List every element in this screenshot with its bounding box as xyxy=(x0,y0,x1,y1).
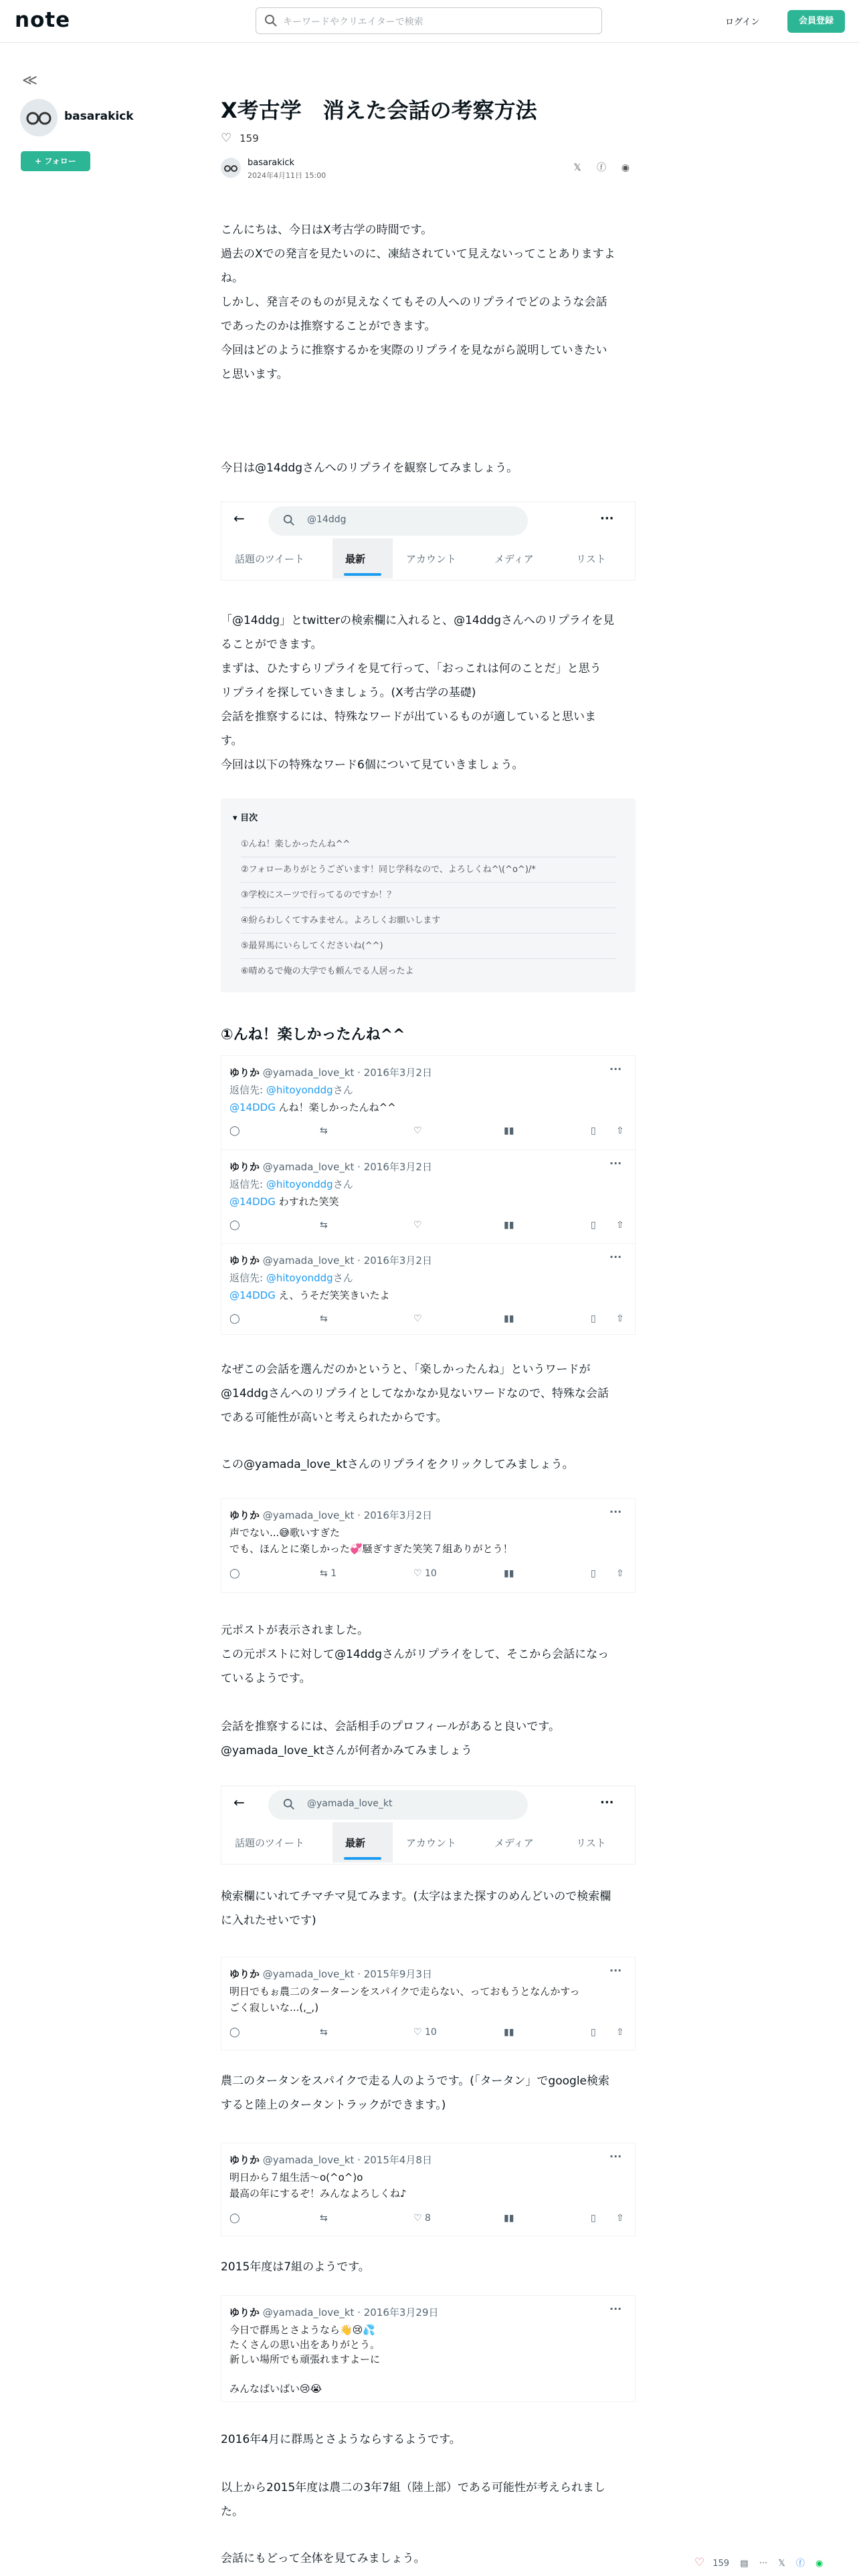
paragraph-why: なぜこの会話を選んだのかというと、「楽しかったんね」というワードが @14ddgさんへのリプライとしてなかなか見ないワードなので、特殊な会話 である可能性が高いと考えられたからです。 xyxy=(221,1363,609,1424)
paragraph-intro: こんにちは、今日はX考古学の時間です。 過去のXでの発言を見たいのに、凍結されていて見えないってことありますよ ね。 しかし、発言そのものが見えなくてもその人へのリプライでどのような会話 であったのかは推察することができます。 今回はどのように推察するかを実際のリプライを見ながら説明していきたい と思います。 xyxy=(221,223,615,381)
reply-icon: ◯ xyxy=(229,1568,240,1579)
tweet: ゆりか @yamada_love_kt · 2016年3月2日 ··· 返信先: @hitoyonddgさん @14DDG わすれた笑笑 ◯ ⇆ ♡ ▮▮ ▯ ⇧ xyxy=(221,1150,636,1243)
more-icon: ··· xyxy=(609,2150,622,2163)
back-arrow-icon: ← xyxy=(233,510,245,526)
tweet-actions xyxy=(229,2213,628,2226)
retweet-icon: ⇆ 1 xyxy=(320,1568,337,1579)
more-icon: ··· xyxy=(609,1157,622,1170)
paragraph-goodbye: 2016年4月に群馬とさようならするようです。 xyxy=(221,2433,461,2446)
reply-icon: ◯ xyxy=(229,2027,240,2038)
reply-icon: ◯ xyxy=(229,1125,240,1136)
bookmark-icon: ▯ xyxy=(591,1125,596,1136)
tweet-actions xyxy=(229,1568,628,1582)
follow-button[interactable]: + フォロー xyxy=(21,151,90,171)
more-icon: ··· xyxy=(609,1063,622,1075)
views-icon: ▮▮ xyxy=(504,2027,514,2038)
share-icon: ⇧ xyxy=(616,1220,624,1230)
reply-icon: ◯ xyxy=(229,1220,240,1230)
line-share-icon[interactable]: ◉ xyxy=(815,2559,824,2569)
section-heading-1: ①んね！楽しかったんね^^ xyxy=(221,1027,405,1043)
share-icon: ⇧ xyxy=(616,2213,624,2224)
tab-bar xyxy=(221,538,636,578)
tab-underline xyxy=(344,1857,381,1860)
magazine-icon[interactable]: ▤ xyxy=(740,2559,749,2569)
like-icon: ♡ xyxy=(413,1125,422,1136)
more-icon: ··· xyxy=(609,1251,622,1263)
paragraph-class: 2015年度は7組のようです。 xyxy=(221,2260,370,2274)
profile-name[interactable]: basarakick xyxy=(64,110,134,123)
tweet-actions xyxy=(229,2027,628,2040)
search-query: @14ddg xyxy=(307,514,347,525)
tweet-screenshot xyxy=(221,2295,636,2402)
toc-item[interactable]: ④紛らわしくてすみません。よろしくお願いします xyxy=(241,908,615,934)
toc-item[interactable]: ⑤最昇馬にいらしてくださいね(^^) xyxy=(241,934,615,959)
post-date: 2024年4月11日 15:00 xyxy=(248,171,326,180)
retweet-icon: ⇆ xyxy=(320,1220,328,1230)
paragraph-tartan: 農二のタータンをスパイクで走る人のようです。(「タータン」でgoogle検索 すると陸上のタータントラックができます。) xyxy=(221,2074,609,2112)
tweet: ゆりか @yamada_love_kt · 2016年3月2日 ··· 返信先: @hitoyonddgさん @14DDG え、うそだ笑笑きいたよ ◯ ⇆ ♡ ▮▮ ▯ ⇧ xyxy=(221,1243,636,1335)
login-link[interactable]: ログイン xyxy=(725,17,760,27)
bookmark-icon: ▯ xyxy=(591,2213,596,2224)
tab-bar xyxy=(221,1822,636,1862)
bookmark-icon: ▯ xyxy=(591,1568,596,1579)
tab-latest: 最新 xyxy=(345,553,366,565)
tweet-screenshot xyxy=(221,2143,636,2236)
paragraph-back: 会話にもどって全体を見てみましょう。 xyxy=(221,2552,425,2565)
tweet-screenshot xyxy=(221,1957,636,2050)
reply-icon: ◯ xyxy=(229,1313,240,1324)
table-of-contents xyxy=(221,798,636,992)
twitter-search-box xyxy=(268,506,528,536)
tab-lists: リスト xyxy=(576,553,606,565)
search-query: @yamada_love_kt xyxy=(307,1798,393,1809)
avatar[interactable] xyxy=(20,99,58,136)
bookmark-icon: ▯ xyxy=(591,2027,596,2038)
paragraph-original-post: 元ポストが表示されました。 この元ポストに対して@14ddgさんがリプライをして、そこから会話になっ ているようです。 xyxy=(221,1624,609,1685)
tweet: ゆりか @yamada_love_kt · 2016年3月2日 ··· 声でない...😅歌いすぎた でも、ほんとに楽しかった💞騒ぎすぎた笑笑７組ありがとう！ ◯ ⇆ 1 ♡ 10 ▮▮ ▯ ⇧ xyxy=(221,1499,636,1594)
views-icon: ▮▮ xyxy=(504,2213,514,2224)
retweet-icon: ⇆ xyxy=(320,2213,328,2224)
tab-media: メディア xyxy=(494,553,534,565)
back-arrow-icon: ← xyxy=(233,1794,245,1810)
like-icon: ♡ 10 xyxy=(413,1568,437,1579)
tab-top: 話題のツイート xyxy=(235,1837,304,1849)
tweet-actions xyxy=(229,1220,628,1233)
like-icon: ♡ 8 xyxy=(413,2213,431,2224)
heart-icon[interactable]: ♡ xyxy=(694,2556,705,2569)
site-header xyxy=(0,0,859,43)
original-post-screenshot xyxy=(221,1498,636,1593)
views-icon: ▮▮ xyxy=(504,1125,514,1136)
toc-item[interactable]: ③学校にスーツで行ってるのですか！？ xyxy=(241,883,615,908)
like-icon: ♡ xyxy=(413,1220,422,1230)
toc-item[interactable]: ⑥晴めるで俺の大学でも頼んでる人居ったよ xyxy=(241,966,414,976)
tab-media: メディア xyxy=(494,1837,534,1849)
paragraph-observe: 今日は@14ddgさんへのリプライを観察してみましょう。 xyxy=(221,461,518,475)
heart-icon[interactable]: ♡ xyxy=(221,131,232,145)
author-avatar[interactable] xyxy=(221,158,241,178)
paragraph-conclusion: 以上から2015年度は農二の3年7組（陸上部）である可能性が考えられまし た。 xyxy=(221,2481,605,2518)
tab-accounts: アカウント xyxy=(406,1837,456,1849)
tab-lists: リスト xyxy=(576,1837,606,1849)
search-icon xyxy=(264,14,278,27)
search-input[interactable] xyxy=(256,7,602,34)
toc-item[interactable]: ①んね！楽しかったんね^^ xyxy=(241,832,615,857)
collapse-sidebar-icon[interactable]: ≪ xyxy=(22,72,38,89)
paragraph-profile: 会話を推察するには、会話相手のプロフィールがあると良いです。 @yamada_love_ktさんが何者かみてみましょう xyxy=(221,1720,560,1757)
like-icon: ♡ 10 xyxy=(413,2027,437,2038)
more-icon: ··· xyxy=(600,512,614,526)
twitter-search-screenshot xyxy=(221,1786,636,1864)
more-icon[interactable]: ··· xyxy=(759,2559,768,2569)
tab-latest: 最新 xyxy=(345,1837,366,1849)
tab-top: 話題のツイート xyxy=(235,553,304,565)
more-icon: ··· xyxy=(609,1964,622,1977)
floating-action-bar: ♡ 159 ▤ ··· 𝕏 ⓕ ◉ xyxy=(694,2556,824,2569)
like-count[interactable]: ♡ 159 xyxy=(221,131,259,145)
share-buttons xyxy=(570,160,642,175)
tweet: ゆりか @yamada_love_kt · 2016年3月29日 ··· 今日で群馬とさようなら👋😢💦 たくさんの思い出をありがとう。 新しい場所でも頑張れますよーに みんなばいばい😢😭 xyxy=(229,2302,622,2395)
paragraph-click: この@yamada_love_ktさんのリプライをクリックしてみましょう。 xyxy=(221,1458,574,1471)
tab-underline xyxy=(344,573,381,576)
toc-item[interactable]: ②フォローありがとうございます！同じ学科なので、よろしくね^\(^o^)/* xyxy=(241,857,615,883)
twitter-search-screenshot xyxy=(221,502,636,580)
more-icon: ··· xyxy=(600,1796,614,1810)
views-icon: ▮▮ xyxy=(504,1220,514,1230)
search-placeholder: キーワードやクリエイターで検索 xyxy=(283,17,423,27)
more-icon: ··· xyxy=(609,1505,622,1518)
search-icon xyxy=(283,1798,295,1810)
tab-accounts: アカウント xyxy=(406,553,456,565)
signup-button[interactable]: 会員登録 xyxy=(787,10,845,33)
tweet: ゆりか @yamada_love_kt · 2015年4月8日 ··· 明日から７組生活〜o(^o^)o 最高の年にするぞ！みんなよろしくね♪ ◯ ⇆ ♡ 8 ▮▮ ▯ ⇧ xyxy=(221,2143,636,2237)
line-share-icon[interactable]: ◉ xyxy=(621,163,630,173)
bookmark-icon: ▯ xyxy=(591,1220,596,1230)
more-icon: ··· xyxy=(609,2302,622,2315)
paragraph-search-user: 検索欄にいれてチマチマ見てみます。(太字はまた探すのめんどいので検索欄 に入れたせいです) xyxy=(221,1890,611,1927)
views-icon: ▮▮ xyxy=(504,1313,514,1324)
views-icon: ▮▮ xyxy=(504,1568,514,1579)
paragraph-search-method: 「@14ddg」とtwitterの検索欄に入れると、@14ddgさんへのリプライを見 ることができます。 まずは、ひたすらリプライを見て行って、「おっこれは何のことだ」と思う リプライを探していきましょう。(X考古学の基礎) 会話を推察するには、特殊なワードが出ているものが適していると思いま す。 今回は以下の特殊なワード6個について見ていきましょう。 xyxy=(221,614,615,772)
author-name[interactable]: basarakick xyxy=(248,158,295,168)
twitter-search-box xyxy=(268,1790,528,1820)
article-title: X考古学 消えた会話の考察方法 xyxy=(221,98,537,123)
retweet-icon: ⇆ xyxy=(320,1313,328,1324)
share-icon: ⇧ xyxy=(616,2027,624,2038)
share-icon: ⇧ xyxy=(616,1568,624,1579)
bookmark-icon: ▯ xyxy=(591,1313,596,1324)
toc-title[interactable]: ▾ 目次 xyxy=(233,813,258,823)
tweet-actions xyxy=(229,1125,628,1139)
search-icon xyxy=(283,514,295,526)
like-icon: ♡ xyxy=(413,1313,422,1324)
retweet-icon: ⇆ xyxy=(320,2027,328,2038)
retweet-icon: ⇆ xyxy=(320,1125,328,1136)
tweet: ゆりか @yamada_love_kt · 2016年3月2日 ··· 返信先: @hitoyonddgさん @14DDG んね！楽しかったんね^^ ◯ ⇆ ♡ ▮▮ ▯ ⇧ xyxy=(221,1056,636,1150)
tweet-actions xyxy=(229,1313,628,1327)
x-share-icon[interactable]: 𝕏 xyxy=(573,163,581,173)
facebook-share-icon[interactable]: ⓕ xyxy=(795,2559,805,2569)
share-icon: ⇧ xyxy=(616,1313,624,1324)
tweet-replies-screenshot xyxy=(221,1055,636,1335)
reply-icon: ◯ xyxy=(229,2213,240,2224)
share-icon: ⇧ xyxy=(616,1125,624,1136)
x-share-icon[interactable]: 𝕏 xyxy=(778,2559,785,2569)
note-logo[interactable]: note xyxy=(15,8,71,32)
facebook-share-icon[interactable]: ⓕ xyxy=(597,163,606,173)
tweet: ゆりか @yamada_love_kt · 2015年9月3日 ··· 明日でもぉ農二のターターンをスパイクで走らない、っておもうとなんかすっ ごく寂しいな...(,_,) ◯ ⇆ ♡ 10 ▮▮ ▯ ⇧ xyxy=(221,1957,636,2051)
